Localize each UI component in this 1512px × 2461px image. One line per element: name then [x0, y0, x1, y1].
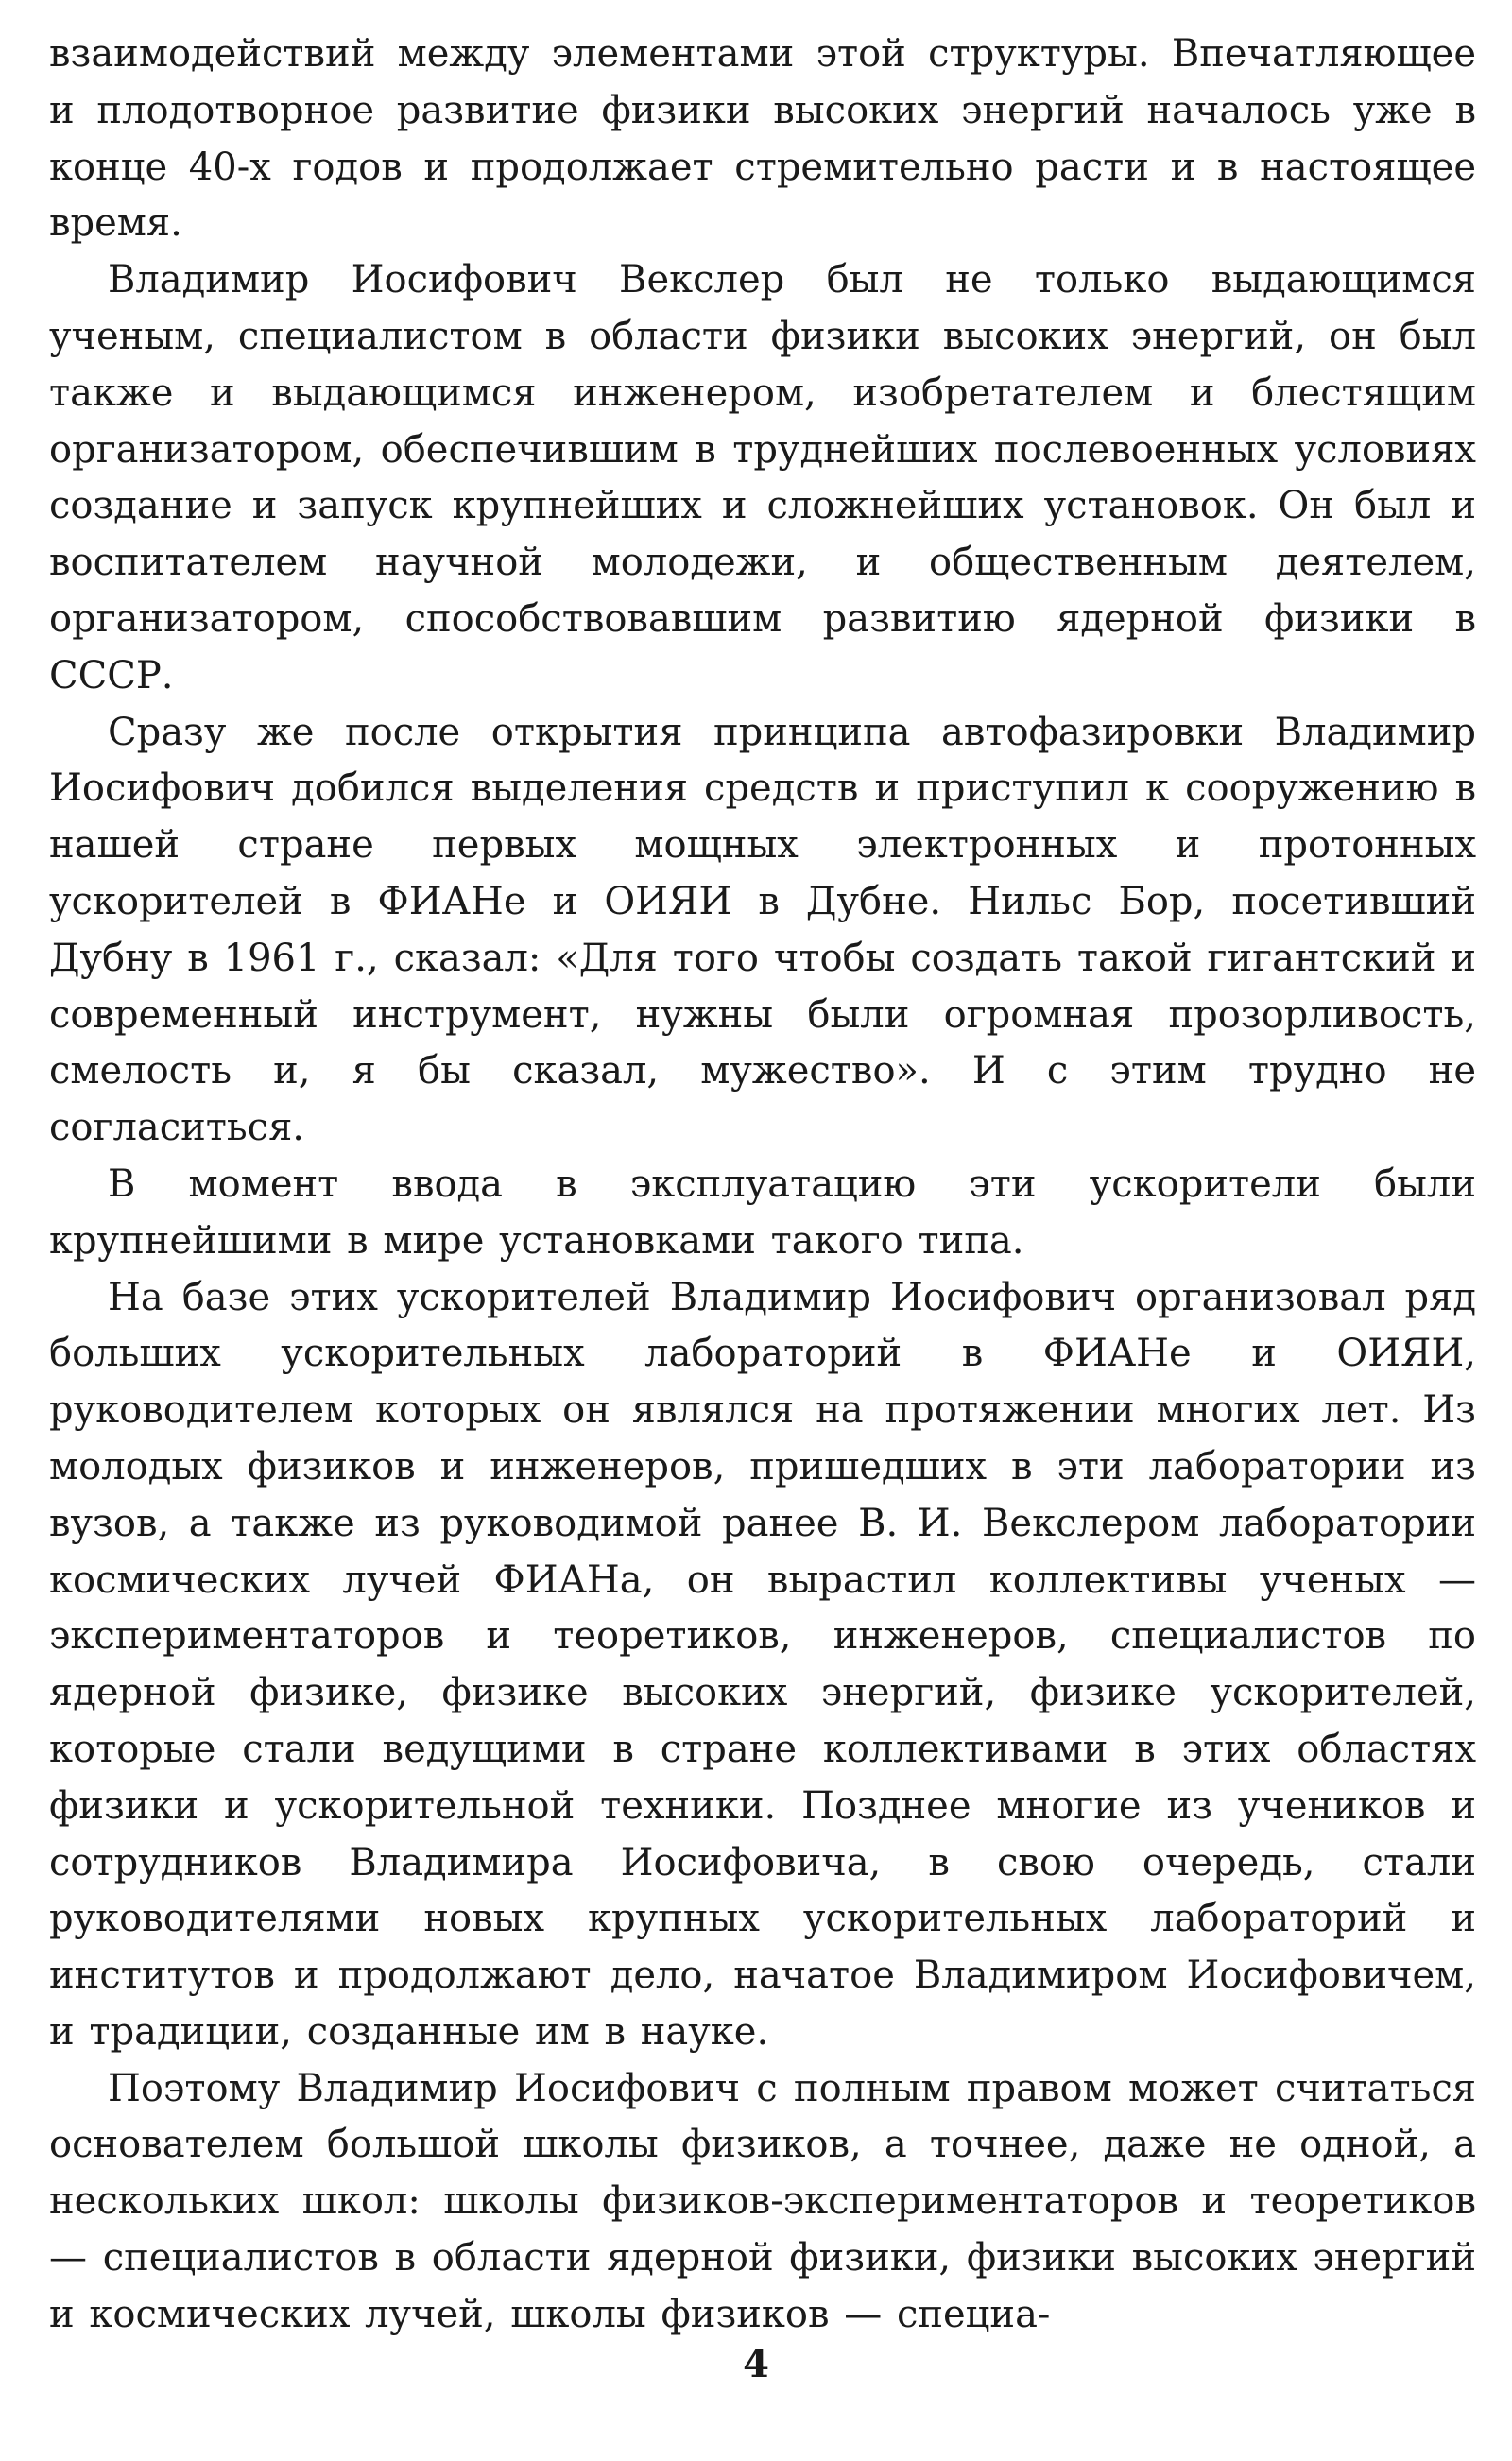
paragraph-school-of-physicists: Поэтому Владимир Иосифович с полным правом может считаться основателем большой школы физиков, а точнее, даже не одной, а нескольких школ: школы физиков-экспериментаторов и теоретиков — специалистов в области ядерной физики, физики высоких энергий и космических лучей, школы физиков — специа-	[49, 2066, 1476, 2336]
paragraph-laboratories: На базе этих ускорителей Владимир Иосифович организовал ряд больших ускорительных лабораторий в ФИАНе и ОИЯИ, руководителем которых он являлся на протяжении многих лет. Из молодых физиков и инженеров, пришедших в эти лаборатории из вузов, а также из руководимой ранее В. И. Векслером лаборатории космических лучей ФИАНа, он вырастил коллективы ученых — экспериментаторов и теоретиков, инженеров, специалистов по ядерной физике, физике высоких энергий, физике ускорителей, которые стали ведущими в стране коллективами в этих областях физики и ускорительной техники. Позднее многие из учеников и сотрудников Владимира Иосифовича, в свою очередь, стали руководителями новых крупных ускорительных лабораторий и институтов и продолжают дело, начатое Владимиром Иосифовичем, и традиции, созданные им в науке.	[49, 1275, 1476, 2054]
paragraph-veksler-intro: Владимир Иосифович Векслер был не только выдающимся ученым, специалистом в области физики высоких энергий, он был также и выдающимся инженером, изобретателем и блестящим организатором, обеспечившим в труднейших послевоенных условиях создание и запуск крупнейших и сложнейших установок. Он был и воспитателем научной молодежи, и общественным деятелем, организатором, способствовавшим развитию ядерной физики в СССР.	[49, 258, 1476, 697]
paragraph-continuation: взаимодействий между элементами этой структуры. Впечатляющее и плодотворное развитие физики высоких энергий началось уже в конце 40-х годов и продолжает стремительно расти и в настоящее время.	[49, 32, 1476, 246]
book-page	[49, 26, 1476, 2427]
page-number: 4	[743, 2342, 769, 2386]
paragraph-accelerators: Сразу же после открытия принципа автофазировки Владимир Иосифович добился выделения средств и приступил к сооружению в нашей стране первых мощных электронных и протонных ускорителей в ФИАНе и ОИЯИ в Дубне. Нильс Бор, посетивший Дубну в 1961 г., сказал: «Для того чтобы создать такой гигантский и современный инструмент, нужны были огромная прозорливость, смелость и, я бы сказал, мужество». И с этим трудно не согласиться.	[49, 710, 1476, 1150]
paragraph-largest-installations: В момент ввода в эксплуатацию эти ускорители были крупнейшими в мире установками такого типа.	[49, 1162, 1476, 1263]
page-text	[49, 26, 1476, 2344]
